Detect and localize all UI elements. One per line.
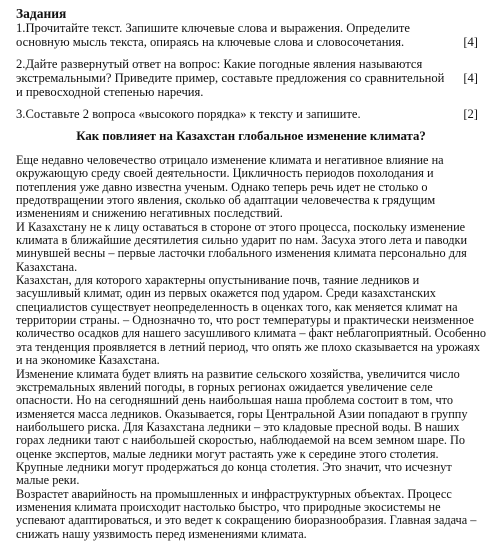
task-2 bbox=[16, 57, 486, 99]
task-2-points: [4] bbox=[463, 71, 478, 85]
task-3 bbox=[16, 107, 486, 121]
task-2-text: 2.Дайте развернутый ответ на вопрос: Какие погодные явления называются экстремальными? Приведите пример, составьте предложения со сравнительной и превосходной степенью наречия. bbox=[16, 57, 445, 99]
article-paragraph: Изменение климата будет влиять на развитие сельского хозяйства, увеличится число экстремальных явлений погоды, в горных регионах ожидается увеличение селе опасности. Но на сегодняшний день наибольшая наша проблема состоит в том, что изменяется масса ледников. Оказывается, горы Центральной Азии попадают в группу наибольшего риска. Для Казахстана ледники – это кладовые пресной воды. В наших горах ледники тают с наибольшей скоростью, наблюдаемой на всем земном шаре. По оценке экспертов, малые ледники могут растаять уже к середине этого столетия. Крупные ледники могут продержаться до конца столетия. Это значит, что исчезнут малые реки. bbox=[16, 366, 468, 488]
task-3-points: [2] bbox=[463, 107, 478, 121]
article-paragraph: Возрастет аварийность на промышленных и инфраструктурных объектах. Процесс изменения климата происходит настолько быстро, что природные экосистемы не успевают адаптироваться, и это ведет к сокращению биоразнообразия. Главная задача – снижать нашу уязвимость перед изменениями климата. bbox=[16, 486, 477, 541]
article-title: Как повлияет на Казахстан глобальное изменение климата? bbox=[76, 129, 426, 143]
tasks-heading: Задания bbox=[16, 6, 67, 21]
article-paragraph: И Казахстану не к лицу оставаться в стороне от этого процесса, поскольку изменение климата в ближайшие десятилетия сильно ударит по нам. Засуха этого лета и паводки минувшей весны – первые ласточки глобального изменения климата персонально для Казахстана. bbox=[16, 219, 468, 274]
task-1-text: 1.Прочитайте текст. Запишите ключевые слова и выражения. Определите основную мысль текста, опираясь на ключевые слова и словосочетания. bbox=[16, 21, 410, 49]
article-body bbox=[16, 154, 486, 541]
article-paragraph: Еще недавно человечество отрицало изменение климата и негативное влияние на окружающую среду своей деятельности. Цикличность периодов похолодания и потепления уже давно известна ученым. Однако теперь речь идет не столько о предотвращении этого явления, сколько об адаптации человечества к грядущим изменениям и снижению негативных последствий. bbox=[16, 153, 444, 221]
task-1 bbox=[16, 21, 486, 49]
task-1-points: [4] bbox=[463, 35, 478, 49]
task-3-text: 3.Составьте 2 вопроса «высокого порядка» к тексту и запишите. bbox=[16, 107, 361, 121]
article-paragraph: Казахстан, для которого характерны опустынивание почв, таяние ледников и засушливый климат, один из первых окажется под ударом. Среди казахстанских специалистов существует неопределенность в оценках того, как меняется климат на территории страны. – Однозначно то, что рост температуры и практически неизменное количество осадков для нашего засушливого климата – факт неблагоприятный. Особенно эта тенденция проявляется в летний период, что опять же плохо сказывается на урожаях и на экономике Казахстана. bbox=[16, 273, 486, 368]
